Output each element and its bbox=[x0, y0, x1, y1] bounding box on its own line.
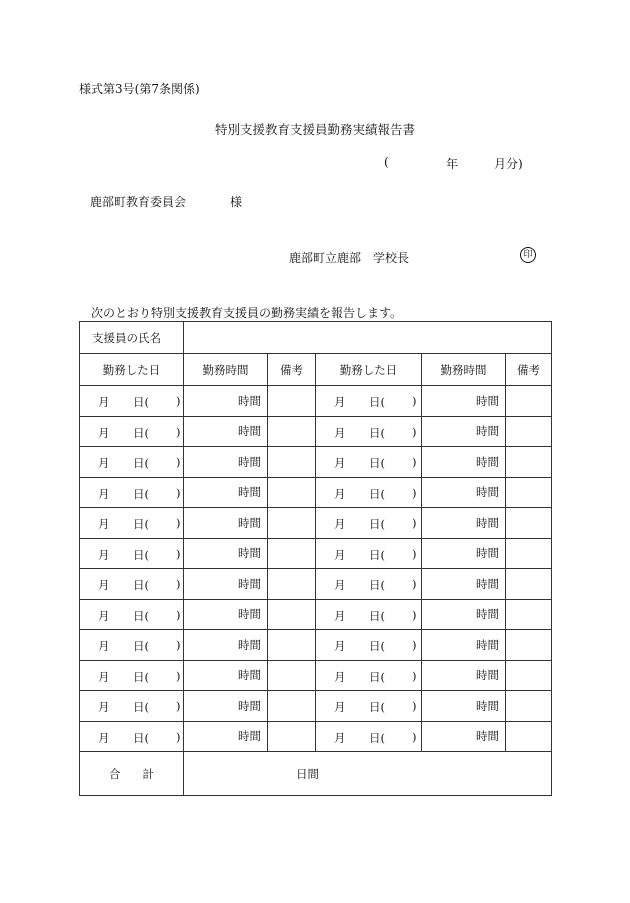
work-hours-cell[interactable] bbox=[184, 691, 268, 722]
date-month-label: 月 bbox=[98, 700, 110, 714]
work-date-cell[interactable] bbox=[80, 447, 184, 478]
addressee-name: 鹿部町教育委員会 bbox=[90, 195, 187, 209]
table-row bbox=[80, 538, 552, 569]
date-close-paren: ) bbox=[412, 577, 417, 591]
remarks-cell[interactable] bbox=[506, 599, 552, 630]
work-hours-cell[interactable] bbox=[422, 447, 506, 478]
remarks-cell[interactable] bbox=[506, 660, 552, 691]
date-month-label: 月 bbox=[334, 517, 346, 531]
work-date-cell[interactable] bbox=[80, 538, 184, 569]
date-close-paren: ) bbox=[176, 607, 181, 622]
work-date-cell[interactable] bbox=[316, 477, 422, 508]
date-day-label: 日( bbox=[369, 700, 385, 714]
date-day-label: 日( bbox=[369, 425, 385, 440]
table-row bbox=[80, 386, 552, 417]
work-hours-cell[interactable] bbox=[422, 569, 506, 600]
date-close-paren: ) bbox=[412, 516, 417, 530]
date-close-paren: ) bbox=[176, 394, 181, 408]
date-month-label: 月 bbox=[98, 669, 110, 684]
remarks-cell[interactable] bbox=[506, 477, 552, 508]
work-hours-cell[interactable] bbox=[422, 630, 506, 661]
date-month-label: 月 bbox=[334, 730, 346, 745]
date-month-label: 月 bbox=[334, 700, 346, 714]
work-hours-cell[interactable] bbox=[422, 508, 506, 539]
work-hours-cell[interactable] bbox=[422, 599, 506, 630]
date-close-paren: ) bbox=[176, 516, 181, 530]
hours-unit-label: 時間 bbox=[476, 607, 499, 622]
hours-unit-label: 時間 bbox=[476, 424, 499, 439]
date-day-label: 日( bbox=[369, 395, 385, 409]
table-row bbox=[80, 447, 552, 478]
date-day-label: 日( bbox=[369, 730, 385, 745]
remarks-cell[interactable] bbox=[268, 447, 316, 478]
work-hours-cell[interactable] bbox=[184, 569, 268, 600]
date-month-label: 月 bbox=[334, 395, 346, 409]
date-month-label: 月 bbox=[98, 486, 110, 501]
seal-icon: 印 bbox=[520, 247, 536, 263]
remarks-cell[interactable] bbox=[506, 630, 552, 661]
date-close-paren: ) bbox=[412, 699, 417, 713]
work-date-cell[interactable] bbox=[316, 721, 422, 752]
date-day-label: 日( bbox=[133, 608, 149, 623]
table-row bbox=[80, 630, 552, 661]
header-cell: 備考 bbox=[268, 354, 316, 386]
hours-unit-label: 時間 bbox=[476, 454, 499, 469]
date-close-paren: ) bbox=[412, 607, 417, 622]
table-row bbox=[80, 569, 552, 600]
date-close-paren: ) bbox=[176, 638, 181, 652]
hours-unit-label: 時間 bbox=[238, 424, 261, 439]
date-month-label: 月 bbox=[334, 608, 346, 623]
hours-unit-label: 時間 bbox=[238, 515, 261, 530]
date-month-label: 月 bbox=[334, 425, 346, 440]
date-month-label: 月 bbox=[98, 456, 110, 470]
remarks-cell[interactable] bbox=[506, 721, 552, 752]
date-month-label: 月 bbox=[334, 486, 346, 501]
header-cell: 勤務した日 bbox=[80, 354, 184, 386]
intro-text: 次のとおり特別支援教育支援員の勤務実績を報告します。 bbox=[91, 306, 403, 320]
date-day-label: 日( bbox=[369, 578, 385, 592]
remarks-cell[interactable] bbox=[268, 721, 316, 752]
date-close-paren: ) bbox=[412, 394, 417, 408]
date-month-label: 月 bbox=[98, 547, 110, 562]
date-day-label: 日( bbox=[369, 517, 385, 531]
date-day-label: 日( bbox=[133, 395, 149, 409]
work-date-cell[interactable] bbox=[316, 691, 422, 722]
work-date-cell[interactable] bbox=[316, 660, 422, 691]
remarks-cell[interactable] bbox=[506, 569, 552, 600]
hours-unit-label: 時間 bbox=[238, 576, 261, 591]
date-day-label: 日( bbox=[133, 456, 149, 470]
work-date-cell[interactable] bbox=[316, 447, 422, 478]
hours-unit-label: 時間 bbox=[476, 637, 499, 652]
table-row bbox=[80, 599, 552, 630]
remarks-cell[interactable] bbox=[506, 416, 552, 447]
work-date-cell[interactable] bbox=[80, 477, 184, 508]
date-close-paren: ) bbox=[176, 577, 181, 591]
work-date-cell[interactable] bbox=[80, 599, 184, 630]
date-month-label: 月 bbox=[98, 425, 110, 440]
remarks-cell[interactable] bbox=[268, 508, 316, 539]
date-month-label: 月 bbox=[334, 456, 346, 470]
hours-unit-label: 時間 bbox=[476, 729, 499, 744]
work-hours-cell[interactable] bbox=[422, 477, 506, 508]
table-row bbox=[80, 508, 552, 539]
header-cell: 勤務時間 bbox=[184, 354, 268, 386]
hours-unit-label: 時間 bbox=[476, 576, 499, 591]
hours-unit-label: 時間 bbox=[476, 485, 499, 500]
work-hours-cell[interactable] bbox=[184, 599, 268, 630]
table-row bbox=[80, 721, 552, 752]
date-day-label: 日( bbox=[369, 486, 385, 501]
date-month-label: 月 bbox=[334, 547, 346, 562]
date-close-paren: ) bbox=[176, 699, 181, 713]
hours-unit-label: 時間 bbox=[476, 668, 499, 683]
work-date-cell[interactable] bbox=[80, 721, 184, 752]
work-date-cell[interactable] bbox=[80, 508, 184, 539]
work-hours-cell[interactable] bbox=[422, 538, 506, 569]
total-days-unit: 日間 bbox=[296, 766, 319, 781]
work-hours-cell[interactable] bbox=[422, 386, 506, 417]
remarks-cell[interactable] bbox=[506, 447, 552, 478]
hours-unit-label: 時間 bbox=[476, 546, 499, 561]
date-day-label: 日( bbox=[133, 425, 149, 440]
date-day-label: 日( bbox=[369, 456, 385, 470]
hours-unit-label: 時間 bbox=[476, 515, 499, 530]
date-month-label: 月 bbox=[98, 578, 110, 592]
date-day-label: 日( bbox=[369, 608, 385, 623]
hours-unit-label: 時間 bbox=[238, 485, 261, 500]
table-row bbox=[80, 477, 552, 508]
remarks-cell[interactable] bbox=[506, 538, 552, 569]
remarks-cell[interactable] bbox=[268, 599, 316, 630]
date-day-label: 日( bbox=[133, 639, 149, 653]
work-hours-cell[interactable] bbox=[184, 477, 268, 508]
work-hours-cell[interactable] bbox=[184, 416, 268, 447]
work-date-cell[interactable] bbox=[80, 630, 184, 661]
hours-unit-label: 時間 bbox=[476, 393, 499, 408]
date-day-label: 日( bbox=[133, 669, 149, 684]
date-month-label: 月 bbox=[334, 639, 346, 653]
work-date-cell[interactable] bbox=[316, 569, 422, 600]
remarks-cell[interactable] bbox=[268, 477, 316, 508]
work-date-cell[interactable] bbox=[316, 538, 422, 569]
total-label-b: 計 bbox=[142, 766, 154, 781]
header-cell: 備考 bbox=[506, 354, 552, 386]
date-month-label: 月 bbox=[334, 578, 346, 592]
total-label-a: 合 bbox=[109, 766, 121, 781]
date-close-paren: ) bbox=[412, 455, 417, 469]
date-day-label: 日( bbox=[133, 700, 149, 714]
date-day-label: 日( bbox=[369, 547, 385, 562]
work-hours-cell[interactable] bbox=[422, 660, 506, 691]
addressee-honorific: 様 bbox=[230, 195, 243, 209]
date-day-label: 日( bbox=[133, 730, 149, 745]
remarks-cell[interactable] bbox=[268, 416, 316, 447]
sender: 鹿部町立鹿部 学校長 bbox=[289, 251, 410, 265]
date-close-paren: ) bbox=[176, 668, 181, 683]
work-date-cell[interactable] bbox=[80, 660, 184, 691]
date-close-paren: ) bbox=[412, 638, 417, 652]
date-month-label: 月 bbox=[98, 639, 110, 653]
total-label bbox=[80, 752, 184, 796]
work-date-cell[interactable] bbox=[80, 569, 184, 600]
date-day-label: 日( bbox=[133, 547, 149, 562]
remarks-cell[interactable] bbox=[268, 691, 316, 722]
date-close-paren: ) bbox=[176, 424, 181, 439]
hours-unit-label: 時間 bbox=[476, 698, 499, 713]
work-date-cell[interactable] bbox=[316, 508, 422, 539]
work-date-cell[interactable] bbox=[316, 386, 422, 417]
work-date-cell[interactable] bbox=[316, 416, 422, 447]
date-close-paren: ) bbox=[412, 546, 417, 561]
table-row bbox=[80, 691, 552, 722]
header-cell: 勤務時間 bbox=[422, 354, 506, 386]
table-row bbox=[80, 660, 552, 691]
date-month-label: 月 bbox=[98, 517, 110, 531]
date-month-label: 月 bbox=[98, 730, 110, 745]
date-close-paren: ) bbox=[412, 668, 417, 683]
work-hours-cell[interactable] bbox=[184, 447, 268, 478]
remarks-cell[interactable] bbox=[268, 538, 316, 569]
date-close-paren: ) bbox=[176, 485, 181, 500]
date-day-label: 日( bbox=[369, 639, 385, 653]
date-month-label: 月 bbox=[334, 669, 346, 684]
work-hours-cell[interactable] bbox=[422, 691, 506, 722]
work-hours-cell[interactable] bbox=[422, 721, 506, 752]
date-day-label: 日( bbox=[133, 578, 149, 592]
hours-unit-label: 時間 bbox=[238, 637, 261, 652]
date-month-label: 月 bbox=[98, 395, 110, 409]
hours-unit-label: 時間 bbox=[238, 454, 261, 469]
work-hours-cell[interactable] bbox=[184, 508, 268, 539]
hours-unit-label: 時間 bbox=[238, 668, 261, 683]
date-close-paren: ) bbox=[176, 729, 181, 744]
remarks-cell[interactable] bbox=[268, 386, 316, 417]
date-day-label: 日( bbox=[133, 486, 149, 501]
total-days-field[interactable] bbox=[184, 752, 552, 796]
hours-unit-label: 時間 bbox=[238, 729, 261, 744]
period-open: ( bbox=[384, 155, 389, 169]
total-row bbox=[80, 752, 552, 796]
work-date-cell[interactable] bbox=[316, 599, 422, 630]
hours-unit-label: 時間 bbox=[238, 393, 261, 408]
name-field[interactable] bbox=[184, 322, 552, 354]
period-month: 月分) bbox=[494, 157, 523, 171]
remarks-cell[interactable] bbox=[506, 691, 552, 722]
date-close-paren: ) bbox=[176, 546, 181, 561]
remarks-cell[interactable] bbox=[506, 386, 552, 417]
header-row bbox=[80, 354, 552, 386]
date-close-paren: ) bbox=[412, 729, 417, 744]
header-cell: 勤務した日 bbox=[316, 354, 422, 386]
hours-unit-label: 時間 bbox=[238, 698, 261, 713]
date-close-paren: ) bbox=[412, 424, 417, 439]
work-hours-cell[interactable] bbox=[184, 630, 268, 661]
hours-unit-label: 時間 bbox=[238, 546, 261, 561]
document-title: 特別支援教育支援員勤務実績報告書 bbox=[214, 122, 415, 137]
work-hours-cell[interactable] bbox=[184, 386, 268, 417]
date-day-label: 日( bbox=[133, 517, 149, 531]
date-month-label: 月 bbox=[98, 608, 110, 623]
remarks-cell[interactable] bbox=[268, 660, 316, 691]
date-close-paren: ) bbox=[176, 455, 181, 469]
remarks-cell[interactable] bbox=[506, 508, 552, 539]
remarks-cell[interactable] bbox=[268, 630, 316, 661]
attendance-table bbox=[79, 321, 552, 796]
name-row bbox=[80, 322, 552, 354]
work-date-cell[interactable] bbox=[80, 691, 184, 722]
period-year: 年 bbox=[446, 157, 459, 171]
name-label: 支援員の氏名 bbox=[80, 322, 184, 354]
date-close-paren: ) bbox=[412, 485, 417, 500]
work-date-cell[interactable] bbox=[80, 386, 184, 417]
form-number: 様式第3号(第7条関係) bbox=[79, 82, 200, 96]
remarks-cell[interactable] bbox=[268, 569, 316, 600]
work-hours-cell[interactable] bbox=[184, 538, 268, 569]
work-hours-cell[interactable] bbox=[184, 721, 268, 752]
date-day-label: 日( bbox=[369, 669, 385, 684]
work-date-cell[interactable] bbox=[80, 416, 184, 447]
work-date-cell[interactable] bbox=[316, 630, 422, 661]
work-hours-cell[interactable] bbox=[422, 416, 506, 447]
table-row bbox=[80, 416, 552, 447]
hours-unit-label: 時間 bbox=[238, 607, 261, 622]
addressee bbox=[90, 193, 243, 210]
work-hours-cell[interactable] bbox=[184, 660, 268, 691]
